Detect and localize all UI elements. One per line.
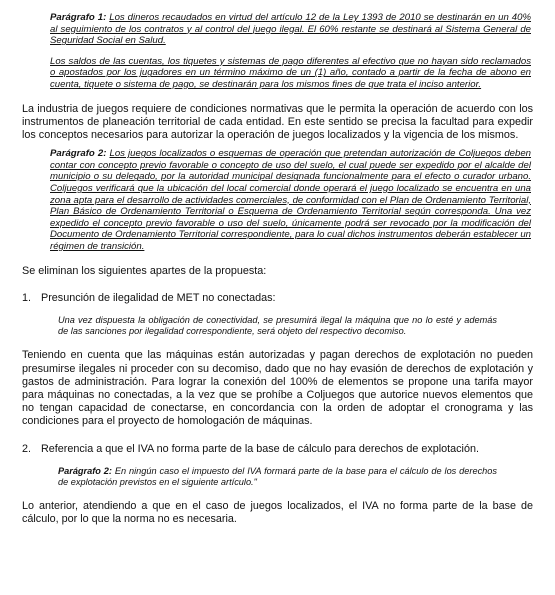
body-paragraph-eliminan: Se eliminan los siguientes apartes de la propuesta: <box>22 264 267 277</box>
list-item-2-number: 2. <box>22 442 32 455</box>
list-item-2-quote-text: En ningún caso el impuesto del IVA formará parte de la base para el cálculo de los derechos de explotación previstos en el siguiente artículo." <box>58 465 497 487</box>
paragrafo-1 <box>50 12 531 47</box>
list-item-2-quote <box>58 466 497 488</box>
body-paragraph-maquinas: Teniendo en cuenta que las máquinas están autorizadas y pagan derechos de explotación no pueden presumirse ilegales ni proceder con su decomiso, dado que no hay evasión de derechos de explotación y gastos de administración. Para lograr la conexión del 100% de elementos se propone una tarifa mayor para máquinas no conectadas, a la vez que se prohíbe a Coljuegos que autorice nuevos elementos que no tengan capacidad de conectarse, en concordancia con la orden de adoptar el cronograma y las condiciones para el proyecto de homologación de máquinas. <box>22 349 533 428</box>
list-item-2-text: Referencia a que el IVA no forma parte de la base de cálculo para derechos de explotación. <box>41 442 479 455</box>
paragrafo-2-text: Los juegos localizados o esquemas de operación que pretendan autorización de Coljuegos deben contar con concepto previo favorable o concepto de uso del suelo, el cual puede ser expedido por el alcalde del municipio o su delegado, por la autoridad municipal designada funcionalmente para el efecto o curador urbano. Coljuegos verificará que la ubicación del local comercial donde operará el juego localizado se encuentra en una zona apta para el desarrollo de actividades comerciales, de conformidad con el Plan de Ordenamiento Territorial, Plan Básico de Ordenamiento Territorial o Esquema de Ordenamiento Territorial según corresponda. Una vez expedido el concepto previo favorable o uso del suelo, únicamente podrá ser revocado por la modificación del Documento de Ordenamiento Territorial correspondiente, para lo cual dichos instrumentos deberán establecer un régimen de transición. <box>50 148 532 252</box>
paragrafo-2-lead: Parágrafo 2: <box>50 148 107 160</box>
paragrafo-1-second <box>50 56 531 91</box>
paragrafo-2 <box>50 148 531 252</box>
list-item-1 <box>22 292 537 305</box>
list-item-1-text: Presunción de ilegalidad de MET no conectadas: <box>41 291 276 304</box>
list-item-1-quote: Una vez dispuesta la obligación de conectividad, se presumirá ilegal la máquina que no lo esté y además de las sanciones por ilegalidad correspondiente, será objeto del respectivo decomiso. <box>58 314 497 337</box>
list-item-2 <box>22 443 537 456</box>
list-item-1-number: 1. <box>22 291 32 304</box>
list-item-2-quote-lead: Parágrafo 2: <box>58 465 112 476</box>
paragrafo-1-second-text: Los saldos de las cuentas, los tiquetes y sistemas de pago diferentes al efectivo que no hayan sido reclamados o apostados por los jugadores en un término máximo de un (1) año, contado a partir de la fecha de abono en cuenta, tiquete o sistema de pago, se destinarán para los mismos fines de que trata el inciso anterior. <box>50 55 531 90</box>
paragrafo-1-lead: Parágrafo 1: <box>50 12 107 23</box>
body-paragraph-iva: Lo anterior, atendiendo a que en el caso de juegos localizados, el IVA no forma parte de la base de cálculo, por lo que la norma no es necesaria. <box>22 500 533 526</box>
body-paragraph-industria: La industria de juegos requiere de condiciones normativas que le permita la operación de acuerdo con los instrumentos de planeación territorial de cada entidad. En este sentido se precisa la facultad para expedir los conceptos necesarios para autorizar la operación de juegos localizados y la vigencia de los mismos. <box>22 102 533 141</box>
paragrafo-1-text: Los dineros recaudados en virtud del artículo 12 de la Ley 1393 de 2010 se destinarán en un 40% al seguimiento de los contratos y al control del juego ilegal. El 60% restante se destinará al Sistema General de Seguridad Social en Salud. <box>50 12 532 47</box>
